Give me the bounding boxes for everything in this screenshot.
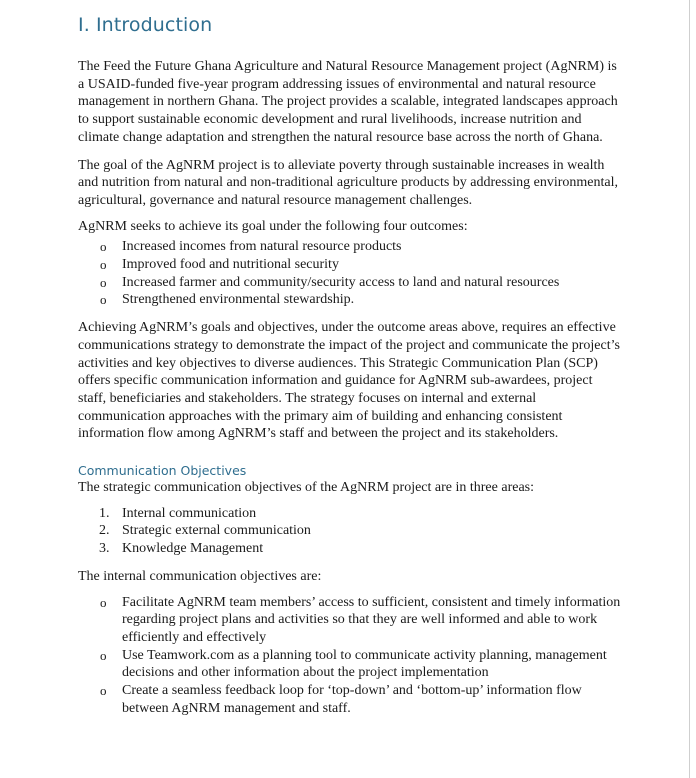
- subsection-heading: Communication Objectives: [78, 463, 247, 479]
- outcomes-list: [78, 238, 623, 309]
- circle-bullet-icon: o: [100, 292, 107, 308]
- list-item: o Increased farmer and community/security access to land and natural resources: [100, 274, 560, 290]
- list-item: 3. Knowledge Management: [99, 541, 264, 557]
- circle-bullet-icon: o: [100, 239, 107, 255]
- list-item: o Increased incomes from natural resource products: [100, 239, 402, 255]
- document-body: [78, 58, 623, 718]
- strategy-paragraph: Achieving AgNRM’s goals and objectives, under the outcome areas above, requires an effective communications strategy to demonstrate the impact of the project and communicate the project’s activities and key objectives to diverse audiences. This Strategic Communication Plan (SCP) offers specific communication information and guidance for AgNRM sub-awardees, project staff, beneficiaries and stakeholders. The strategy focuses on internal and external communication approaches with the primary aim of building and enhancing consistent information flow among AgNRM’s staff and between the project and its stakeholders.: [78, 320, 620, 442]
- intro-paragraph: The Feed the Future Ghana Agriculture and Natural Resource Management project (AgNRM) is a USAID-funded five-year program addressing issues of environmental and natural resource management in northern Ghana. The project provides a scalable, integrated landscapes approach to support sustainable economic development and rural livelihoods, increase nutrition and climate change adaptation and strengthen the natural resource base across the north of Ghana.: [78, 59, 618, 145]
- circle-bullet-icon: o: [100, 257, 107, 273]
- circle-bullet-icon: o: [100, 274, 107, 290]
- page-edge-divider: [689, 0, 690, 778]
- circle-bullet-icon: o: [100, 647, 107, 663]
- circle-bullet-icon: o: [100, 594, 107, 610]
- outcomes-intro: AgNRM seeks to achieve its goal under the following four outcomes:: [78, 218, 468, 234]
- section-heading: I. Introduction: [78, 14, 213, 36]
- list-item: o Create a seamless feedback loop for ‘top-down’ and ‘bottom-up’ information flow between AgNRM management and staff.: [100, 683, 582, 716]
- list-item: 2. Strategic external communication: [99, 523, 311, 539]
- internal-objectives-intro: The internal communication objectives are:: [78, 568, 322, 584]
- list-item: 1. Internal communication: [99, 505, 257, 521]
- list-item: o Improved food and nutritional security: [100, 257, 339, 273]
- circle-bullet-icon: o: [100, 683, 107, 699]
- list-item: o Use Teamwork.com as a planning tool to communicate activity planning, management decisions and other information about the project implementation: [100, 647, 607, 681]
- objectives-intro: The strategic communication objectives of the AgNRM project are in three areas:: [78, 480, 535, 496]
- list-item: o Facilitate AgNRM team members’ access to sufficient, consistent and timely information regarding project plans and activities so that they are well informed and able to work efficiently and effectively: [100, 594, 621, 645]
- list-item: o Strengthened environmental stewardship.: [100, 292, 355, 308]
- areas-list: [78, 505, 623, 558]
- goal-paragraph: The goal of the AgNRM project is to alleviate poverty through sustainable increases in wealth and nutrition from natural and non-traditional agriculture products by addressing environmental, agricultural, governance and natural resource management challenges.: [78, 157, 619, 208]
- internal-objectives-list: [78, 594, 623, 718]
